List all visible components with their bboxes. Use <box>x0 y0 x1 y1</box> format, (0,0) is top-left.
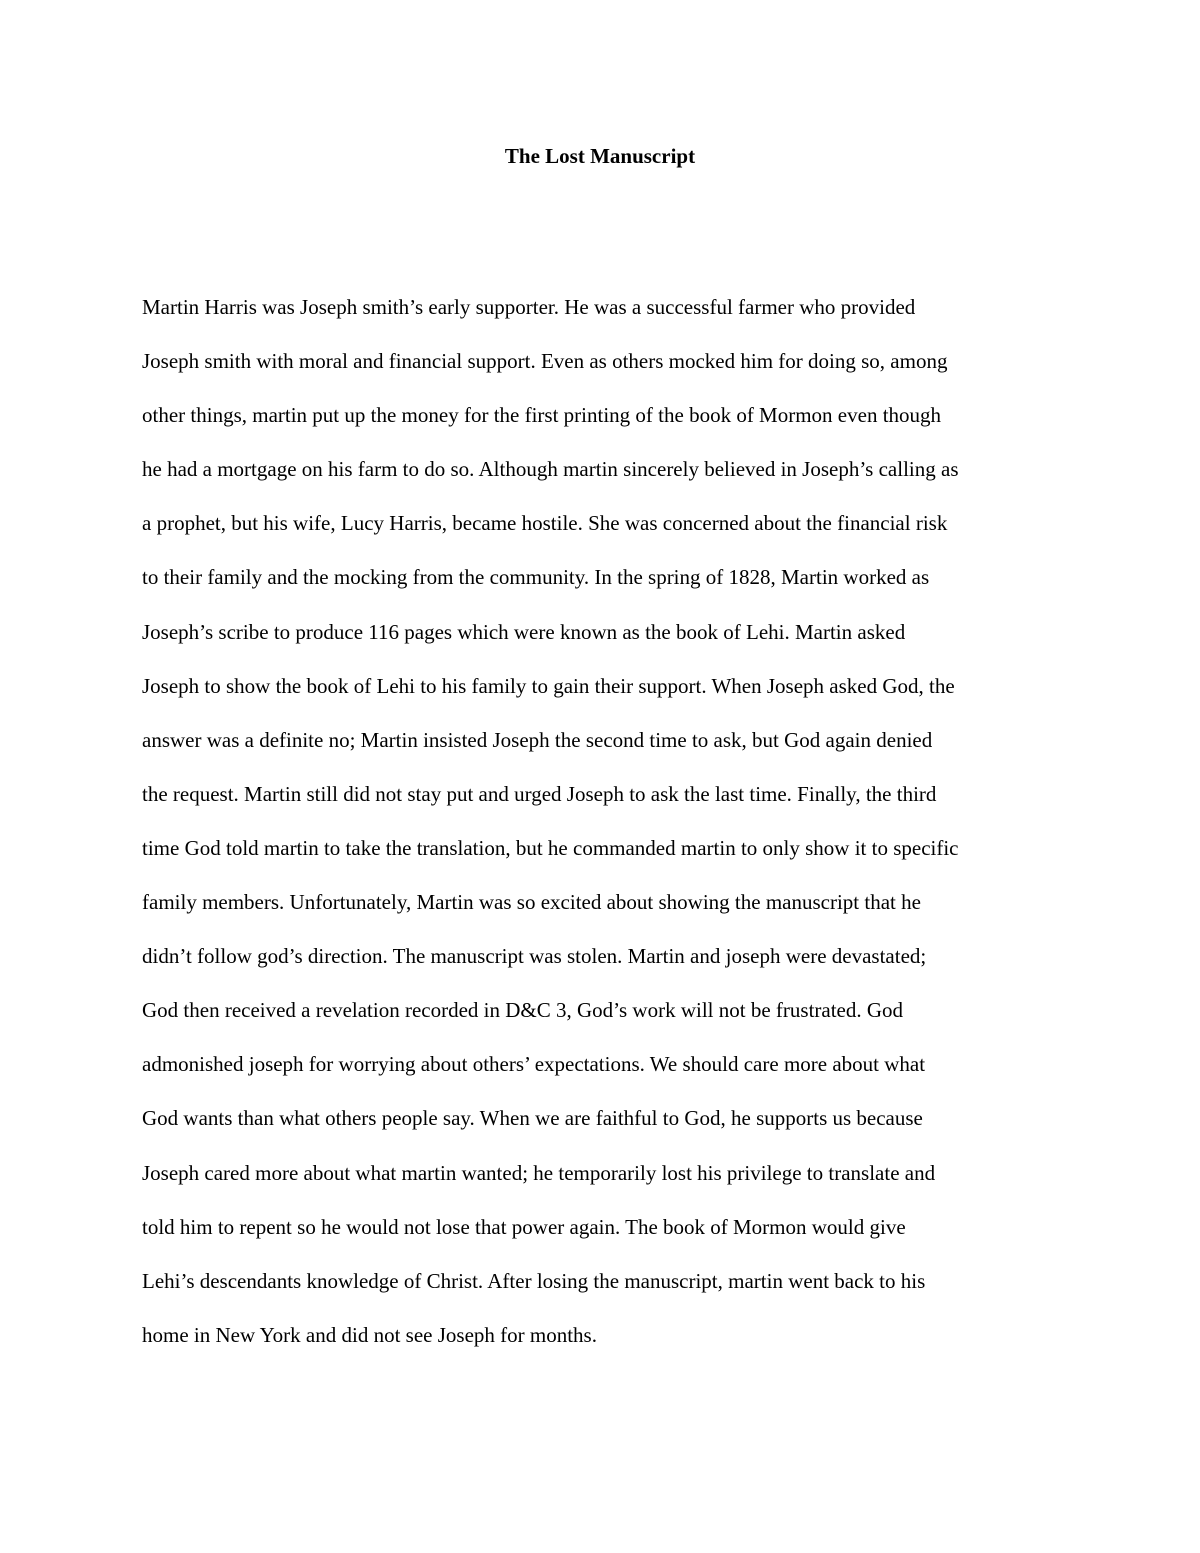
body-line: he had a mortgage on his farm to do so. Although martin sincerely believed in Joseph’s calling as <box>142 457 959 482</box>
body-line: didn’t follow god’s direction. The manuscript was stolen. Martin and joseph were devastated; <box>142 944 927 969</box>
body-line: admonished joseph for worrying about others’ expectations. We should care more about what <box>142 1052 926 1077</box>
body-line: Lehi’s descendants knowledge of Christ. After losing the manuscript, martin went back to his <box>142 1268 926 1293</box>
body-line: family members. Unfortunately, Martin was so excited about showing the manuscript that he <box>142 890 921 915</box>
body-line: the request. Martin still did not stay put and urged Joseph to ask the last time. Finally, the third <box>142 781 937 806</box>
body-line: to their family and the mocking from the community. In the spring of 1828, Martin worked as <box>142 565 930 590</box>
body-line: home in New York and did not see Joseph for months. <box>142 1322 597 1347</box>
body-line: Joseph’s scribe to produce 116 pages which were known as the book of Lehi. Martin asked <box>142 619 906 644</box>
body-line: Joseph cared more about what martin wanted; he temporarily lost his privilege to translate and <box>142 1160 936 1185</box>
body-line: answer was a definite no; Martin insisted Joseph the second time to ask, but God again denied <box>142 727 933 752</box>
body-line: Martin Harris was Joseph smith’s early supporter. He was a successful farmer who provided <box>142 295 916 319</box>
body-line: God then received a revelation recorded in D&C 3, God’s work will not be frustrated. God <box>142 998 904 1023</box>
body-line: told him to repent so he would not lose that power again. The book of Mormon would give <box>142 1214 906 1239</box>
body-line: time God told martin to take the translation, but he commanded martin to only show it to specific <box>142 835 959 860</box>
body-line: Joseph to show the book of Lehi to his family to gain their support. When Joseph asked God, the <box>142 673 955 698</box>
body-line: God wants than what others people say. When we are faithful to God, he supports us because <box>142 1106 923 1131</box>
document-title: The Lost Manuscript <box>504 144 696 168</box>
body-line: a prophet, but his wife, Lucy Harris, became hostile. She was concerned about the financial risk <box>142 511 948 536</box>
document-body <box>142 280 1082 1362</box>
body-line: Joseph smith with moral and financial support. Even as others mocked him for doing so, among <box>142 349 948 374</box>
body-line: other things, martin put up the money for the first printing of the book of Mormon even though <box>142 403 942 428</box>
